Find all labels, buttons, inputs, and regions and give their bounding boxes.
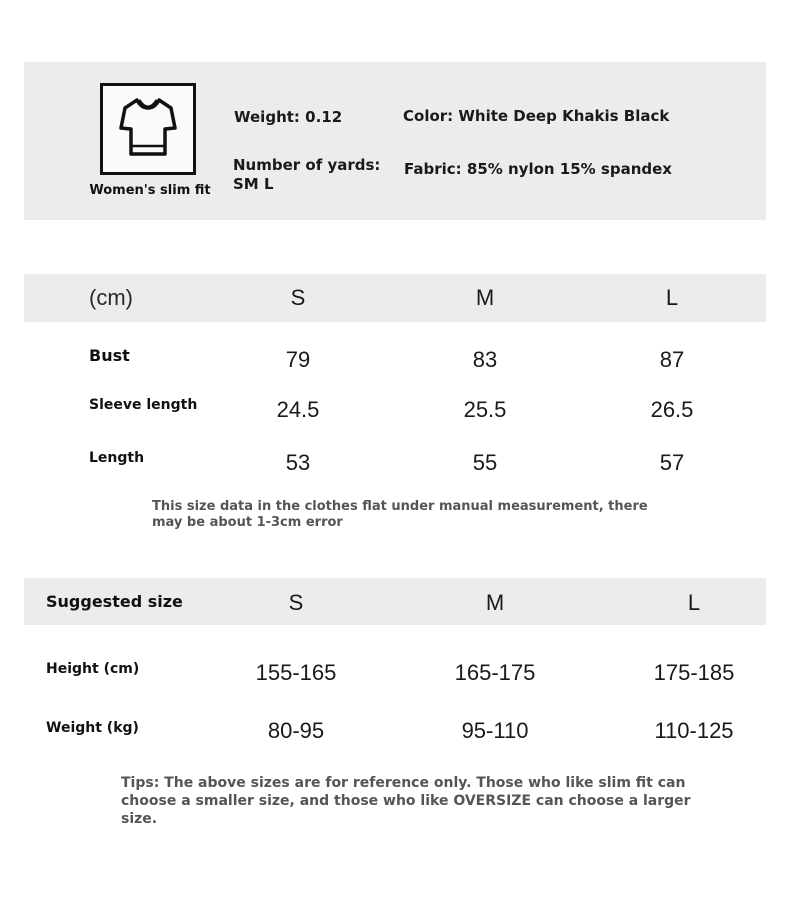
table-cell: 95-110 [461,718,529,743]
fabric-text: Fabric: 85% nylon 15% spandex [404,160,672,178]
table-cell: 110-125 [654,718,734,743]
weight-text: Weight: 0.12 [234,108,343,126]
table-cell: 165-175 [454,660,536,685]
size-header-m: M [475,285,495,310]
yards-value: SM L [233,175,274,193]
unit-header: (cm) [89,285,133,310]
suggested-header-s: S [288,590,304,615]
table-cell: 55 [472,450,498,475]
yards-label: Number of yards: [233,156,381,174]
row-label-weight: Weight (kg) [46,720,139,736]
size-header-s: S [290,285,306,310]
suggested-size-header: Suggested size [46,592,183,611]
table-cell: 87 [659,347,685,372]
table-cell: 175-185 [653,660,735,685]
fit-label: Women's slim fit [89,183,211,198]
table-cell: 79 [285,347,311,372]
row-label-height: Height (cm) [46,661,140,677]
t-shirt-icon [117,94,179,164]
table-cell: 83 [472,347,498,372]
table-cell: 26.5 [650,397,694,422]
measurement-note: This size data in the clothes flat under manual measurement, there may be about 1-3cm error [152,499,648,530]
row-label-length: Length [89,450,145,466]
suggested-header-l: L [687,590,701,615]
tips-text: Tips: The above sizes are for reference only. Those who like slim fit can choose a smaller size, and those who like OVERSIZE can choose a larger size. [121,775,691,827]
table-cell: 53 [285,450,311,475]
color-text: Color: White Deep Khakis Black [403,107,670,125]
table-cell: 24.5 [276,397,320,422]
suggested-header-m: M [485,590,505,615]
row-label-sleeve-length: Sleeve length [89,397,198,413]
size-header-l: L [665,285,679,310]
garment-icon-frame [100,83,196,175]
row-label-bust: Bust [89,346,130,365]
table-cell: 25.5 [463,397,507,422]
table-cell: 57 [659,450,685,475]
table-cell: 80-95 [267,718,325,743]
table-cell: 155-165 [255,660,337,685]
